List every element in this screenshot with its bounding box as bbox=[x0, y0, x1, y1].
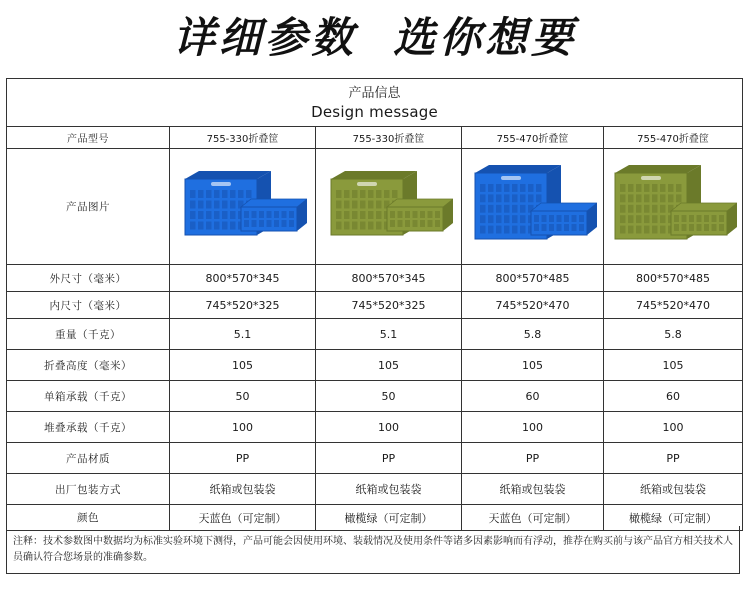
folded-crate-slot bbox=[390, 220, 395, 227]
crate-slot bbox=[368, 200, 374, 208]
crate-slot bbox=[520, 184, 526, 192]
folded-crate-top bbox=[241, 199, 307, 207]
crate-slot bbox=[652, 194, 658, 202]
table-cell: 纸箱或包装袋 bbox=[462, 474, 604, 505]
folded-crate-slot bbox=[549, 215, 554, 222]
folded-crate-slot bbox=[397, 220, 402, 227]
table-header-cell bbox=[7, 79, 743, 127]
crate-slot bbox=[392, 190, 398, 198]
folded-crate-slot bbox=[427, 211, 432, 218]
table-cell: 105 bbox=[462, 350, 604, 381]
folded-crate-slot bbox=[564, 224, 569, 231]
crate-slot bbox=[652, 225, 658, 233]
crate-slot bbox=[644, 215, 650, 223]
crate-top-rim bbox=[331, 171, 417, 179]
table-cell: 5.1 bbox=[316, 319, 462, 350]
crate-slot bbox=[368, 190, 374, 198]
folded-crate-front bbox=[387, 207, 443, 231]
table-cell: PP bbox=[170, 443, 316, 474]
product-image-cell bbox=[170, 149, 316, 265]
crate-slot bbox=[384, 190, 390, 198]
crate-top-rim bbox=[185, 171, 271, 179]
crate-slot bbox=[222, 190, 228, 198]
folded-crate-front bbox=[671, 211, 727, 235]
row-label: 折叠高度（毫米） bbox=[7, 350, 170, 381]
crate-slot bbox=[496, 184, 502, 192]
crate-slot bbox=[628, 194, 634, 202]
table-cell: 800*570*345 bbox=[316, 265, 462, 292]
crate-slot bbox=[504, 204, 510, 212]
table-cell: 105 bbox=[604, 350, 743, 381]
table-cell: 5.8 bbox=[604, 319, 743, 350]
crate-image bbox=[469, 161, 597, 253]
table-cell: 60 bbox=[604, 381, 743, 412]
crate-slot bbox=[660, 225, 666, 233]
crate-slot bbox=[496, 225, 502, 233]
crate-slot bbox=[676, 184, 682, 192]
crate-slot bbox=[198, 211, 204, 219]
crate-slot bbox=[620, 215, 626, 223]
crate-slot bbox=[628, 225, 634, 233]
crate-slot bbox=[520, 215, 526, 223]
crate-top-rim bbox=[615, 165, 701, 173]
folded-crate-slot bbox=[251, 211, 256, 218]
folded-crate-slot bbox=[405, 220, 410, 227]
crate-slot bbox=[488, 225, 494, 233]
crate-slot bbox=[246, 190, 252, 198]
disclaimer-note: 注释：技术参数图中数据均为标准实验环境下测得，产品可能会因使用环境、装载情况及使用条件等诸多因素影响而有浮动，推荐在购买前与该产品官方相关技术人员确认符合您场景的准确参数。 bbox=[6, 526, 740, 574]
folded-crate-front bbox=[531, 211, 587, 235]
table-cell: 745*520*470 bbox=[462, 292, 604, 319]
crate-slot bbox=[652, 184, 658, 192]
product-image-cell bbox=[604, 149, 743, 265]
folded-crate-slot bbox=[412, 211, 417, 218]
folded-crate-slot bbox=[719, 224, 724, 231]
table-cell: PP bbox=[604, 443, 743, 474]
folded-crate-slot bbox=[405, 211, 410, 218]
folded-crate-slot bbox=[549, 224, 554, 231]
crate-slot bbox=[206, 221, 212, 229]
crate-slot bbox=[222, 211, 228, 219]
crate-slot bbox=[376, 221, 382, 229]
crate-slot bbox=[222, 221, 228, 229]
table-row-inner bbox=[7, 292, 743, 319]
folded-crate-slot bbox=[259, 211, 264, 218]
folded-crate-slot bbox=[427, 220, 432, 227]
product-image-cell bbox=[462, 149, 604, 265]
folded-crate-slot bbox=[682, 224, 687, 231]
table-cell: 100 bbox=[170, 412, 316, 443]
table-title-en: Design message bbox=[311, 102, 438, 121]
crate-slot bbox=[344, 190, 350, 198]
crate-slot bbox=[488, 194, 494, 202]
crate-slot bbox=[644, 204, 650, 212]
folded-crate-slot bbox=[712, 215, 717, 222]
folded-crate-top bbox=[671, 203, 737, 211]
folded-crate-slot bbox=[289, 211, 294, 218]
crate-slot bbox=[504, 225, 510, 233]
crate-slot bbox=[352, 190, 358, 198]
crate-slot bbox=[206, 190, 212, 198]
crate-slot bbox=[376, 211, 382, 219]
crate-slot bbox=[480, 204, 486, 212]
folded-crate-slot bbox=[579, 224, 584, 231]
crate-slot bbox=[636, 194, 642, 202]
folded-crate-slot bbox=[251, 220, 256, 227]
table-cell: 50 bbox=[316, 381, 462, 412]
table-cell: 800*570*485 bbox=[604, 265, 743, 292]
crate-slot bbox=[520, 225, 526, 233]
folded-crate-slot bbox=[259, 220, 264, 227]
folded-crate-slot bbox=[390, 211, 395, 218]
crate-slot bbox=[512, 225, 518, 233]
crate-handle bbox=[641, 176, 661, 180]
folded-crate-slot bbox=[697, 215, 702, 222]
row-label: 重量（千克） bbox=[7, 319, 170, 350]
crate-slot bbox=[214, 211, 220, 219]
crate-slot bbox=[230, 200, 236, 208]
headline-left: 详细参数 bbox=[172, 13, 357, 62]
row-label: 单箱承载（千克） bbox=[7, 381, 170, 412]
crate-slot bbox=[480, 225, 486, 233]
folded-crate-slot bbox=[697, 224, 702, 231]
folded-crate-top bbox=[531, 203, 597, 211]
crate-slot bbox=[198, 190, 204, 198]
crate-slot bbox=[620, 204, 626, 212]
row-label: 产品型号 bbox=[7, 127, 170, 149]
crate-slot bbox=[480, 184, 486, 192]
crate-slot bbox=[528, 194, 534, 202]
crate-slot bbox=[668, 194, 674, 202]
table-cell: 745*520*470 bbox=[604, 292, 743, 319]
crate-slot bbox=[504, 215, 510, 223]
table-cell: 755-470折叠筐 bbox=[462, 127, 604, 149]
crate-slot bbox=[504, 194, 510, 202]
folded-crate-front bbox=[241, 207, 297, 231]
row-label: 堆叠承载（千克） bbox=[7, 412, 170, 443]
folded-crate-slot bbox=[534, 224, 539, 231]
crate-slot bbox=[636, 204, 642, 212]
row-label: 外尺寸（毫米） bbox=[7, 265, 170, 292]
table-cell: 天蓝色（可定制） bbox=[170, 505, 316, 531]
crate-slot bbox=[620, 225, 626, 233]
table-cell: 800*570*345 bbox=[170, 265, 316, 292]
table-title-cn: 产品信息 bbox=[348, 85, 401, 101]
table-cell: 纸箱或包装袋 bbox=[316, 474, 462, 505]
folded-crate-slot bbox=[556, 224, 561, 231]
table-cell: 105 bbox=[170, 350, 316, 381]
table-cell: PP bbox=[462, 443, 604, 474]
crate-slot bbox=[536, 194, 542, 202]
product-image-cell bbox=[316, 149, 462, 265]
crate-slot bbox=[336, 211, 342, 219]
table-cell: 105 bbox=[316, 350, 462, 381]
table-cell: 745*520*325 bbox=[170, 292, 316, 319]
crate-slot bbox=[660, 184, 666, 192]
folded-crate-slot bbox=[689, 224, 694, 231]
folded-crate-slot bbox=[564, 215, 569, 222]
folded-crate-slot bbox=[571, 215, 576, 222]
crate-slot bbox=[628, 215, 634, 223]
crate-slot bbox=[206, 200, 212, 208]
row-label: 颜色 bbox=[7, 505, 170, 531]
crate-slot bbox=[344, 221, 350, 229]
folded-crate-slot bbox=[682, 215, 687, 222]
table-row-image bbox=[7, 149, 743, 265]
headline-right: 选你想要 bbox=[393, 13, 578, 62]
table-cell: 100 bbox=[462, 412, 604, 443]
folded-crate-slot bbox=[704, 215, 709, 222]
folded-crate-slot bbox=[674, 224, 679, 231]
crate-slot bbox=[480, 215, 486, 223]
table-row-single-load bbox=[7, 381, 743, 412]
crate-slot bbox=[360, 211, 366, 219]
crate-slot bbox=[512, 204, 518, 212]
crate-slot bbox=[676, 194, 682, 202]
folded-crate-slot bbox=[289, 220, 294, 227]
crate-handle bbox=[357, 182, 377, 186]
crate-slot bbox=[536, 184, 542, 192]
crate-slot bbox=[628, 204, 634, 212]
crate-slot bbox=[360, 200, 366, 208]
crate-image bbox=[325, 161, 453, 253]
crate-slot bbox=[512, 215, 518, 223]
table-cell: 橄榄绿（可定制） bbox=[604, 505, 743, 531]
crate-slot bbox=[230, 190, 236, 198]
folded-crate-slot bbox=[420, 211, 425, 218]
crate-slot bbox=[352, 211, 358, 219]
folded-crate-slot bbox=[266, 211, 271, 218]
folded-crate-slot bbox=[266, 220, 271, 227]
table-cell: 100 bbox=[316, 412, 462, 443]
table-cell: 纸箱或包装袋 bbox=[170, 474, 316, 505]
crate-slot bbox=[620, 184, 626, 192]
crate-slot bbox=[352, 221, 358, 229]
crate-handle bbox=[211, 182, 231, 186]
crate-top-rim bbox=[475, 165, 561, 173]
crate-slot bbox=[368, 211, 374, 219]
crate-slot bbox=[190, 200, 196, 208]
row-label: 内尺寸（毫米） bbox=[7, 292, 170, 319]
crate-slot bbox=[214, 200, 220, 208]
crate-slot bbox=[620, 194, 626, 202]
crate-slot bbox=[238, 190, 244, 198]
table-row-outer bbox=[7, 265, 743, 292]
table-row-folded bbox=[7, 350, 743, 381]
folded-crate-slot bbox=[541, 215, 546, 222]
row-label: 产品图片 bbox=[7, 149, 170, 265]
crate-slot bbox=[520, 204, 526, 212]
crate-slot bbox=[488, 215, 494, 223]
crate-slot bbox=[198, 221, 204, 229]
folded-crate-slot bbox=[281, 211, 286, 218]
crate-slot bbox=[190, 221, 196, 229]
crate-slot bbox=[652, 204, 658, 212]
crate-slot bbox=[628, 184, 634, 192]
folded-crate-slot bbox=[704, 224, 709, 231]
table-row-packing bbox=[7, 474, 743, 505]
folded-crate-slot bbox=[712, 224, 717, 231]
row-label: 产品材质 bbox=[7, 443, 170, 474]
table-row-material bbox=[7, 443, 743, 474]
folded-crate-slot bbox=[397, 211, 402, 218]
folded-crate-slot bbox=[244, 211, 249, 218]
crate-slot bbox=[336, 190, 342, 198]
table-cell: 天蓝色（可定制） bbox=[462, 505, 604, 531]
crate-slot bbox=[206, 211, 212, 219]
crate-image bbox=[609, 161, 737, 253]
table-row-stack-load bbox=[7, 412, 743, 443]
folded-crate-slot bbox=[420, 220, 425, 227]
crate-slot bbox=[504, 184, 510, 192]
table-cell: 755-330折叠筐 bbox=[170, 127, 316, 149]
crate-slot bbox=[660, 204, 666, 212]
folded-crate-top bbox=[387, 199, 453, 207]
crate-slot bbox=[214, 221, 220, 229]
crate-slot bbox=[336, 200, 342, 208]
folded-crate-slot bbox=[244, 220, 249, 227]
table-cell: 100 bbox=[604, 412, 743, 443]
crate-slot bbox=[488, 184, 494, 192]
crate-slot bbox=[520, 194, 526, 202]
folded-crate-slot bbox=[281, 220, 286, 227]
crate-slot bbox=[660, 215, 666, 223]
headline bbox=[0, 0, 750, 70]
crate-slot bbox=[360, 190, 366, 198]
table-cell: 755-330折叠筐 bbox=[316, 127, 462, 149]
table-cell: 755-470折叠筐 bbox=[604, 127, 743, 149]
crate-slot bbox=[190, 190, 196, 198]
table-cell: 60 bbox=[462, 381, 604, 412]
crate-slot bbox=[636, 215, 642, 223]
crate-image bbox=[179, 161, 307, 253]
crate-slot bbox=[496, 204, 502, 212]
crate-slot bbox=[344, 200, 350, 208]
crate-slot bbox=[512, 194, 518, 202]
crate-slot bbox=[222, 200, 228, 208]
table-cell: 橄榄绿（可定制） bbox=[316, 505, 462, 531]
crate-slot bbox=[198, 200, 204, 208]
table-cell: 50 bbox=[170, 381, 316, 412]
folded-crate-slot bbox=[435, 220, 440, 227]
crate-slot bbox=[368, 221, 374, 229]
folded-crate-slot bbox=[412, 220, 417, 227]
table-cell: 5.1 bbox=[170, 319, 316, 350]
crate-slot bbox=[344, 211, 350, 219]
crate-slot bbox=[636, 225, 642, 233]
crate-slot bbox=[652, 215, 658, 223]
folded-crate-slot bbox=[556, 215, 561, 222]
table-cell: 745*520*325 bbox=[316, 292, 462, 319]
crate-slot bbox=[352, 200, 358, 208]
table-header-row bbox=[7, 79, 743, 127]
crate-slot bbox=[376, 190, 382, 198]
crate-slot bbox=[528, 184, 534, 192]
folded-crate-slot bbox=[274, 211, 279, 218]
folded-crate-slot bbox=[571, 224, 576, 231]
folded-crate-slot bbox=[579, 215, 584, 222]
folded-crate-slot bbox=[674, 215, 679, 222]
table-cell: 5.8 bbox=[462, 319, 604, 350]
crate-slot bbox=[668, 184, 674, 192]
spec-table bbox=[6, 78, 743, 531]
crate-slot bbox=[230, 211, 236, 219]
crate-slot bbox=[190, 211, 196, 219]
table-cell: 纸箱或包装袋 bbox=[604, 474, 743, 505]
crate-slot bbox=[214, 190, 220, 198]
table-cell: PP bbox=[316, 443, 462, 474]
crate-slot bbox=[480, 194, 486, 202]
row-label: 出厂包装方式 bbox=[7, 474, 170, 505]
folded-crate-slot bbox=[689, 215, 694, 222]
crate-slot bbox=[496, 194, 502, 202]
crate-slot bbox=[636, 184, 642, 192]
crate-slot bbox=[644, 194, 650, 202]
folded-crate-slot bbox=[541, 224, 546, 231]
crate-slot bbox=[336, 221, 342, 229]
folded-crate-slot bbox=[435, 211, 440, 218]
crate-slot bbox=[644, 225, 650, 233]
folded-crate-slot bbox=[274, 220, 279, 227]
crate-slot bbox=[496, 215, 502, 223]
table-cell: 800*570*485 bbox=[462, 265, 604, 292]
folded-crate-slot bbox=[534, 215, 539, 222]
crate-slot bbox=[512, 184, 518, 192]
crate-slot bbox=[230, 221, 236, 229]
crate-slot bbox=[660, 194, 666, 202]
crate-slot bbox=[360, 221, 366, 229]
crate-slot bbox=[488, 204, 494, 212]
crate-slot bbox=[644, 184, 650, 192]
table-row-weight bbox=[7, 319, 743, 350]
crate-slot bbox=[376, 200, 382, 208]
crate-handle bbox=[501, 176, 521, 180]
table-row-model bbox=[7, 127, 743, 149]
folded-crate-slot bbox=[719, 215, 724, 222]
